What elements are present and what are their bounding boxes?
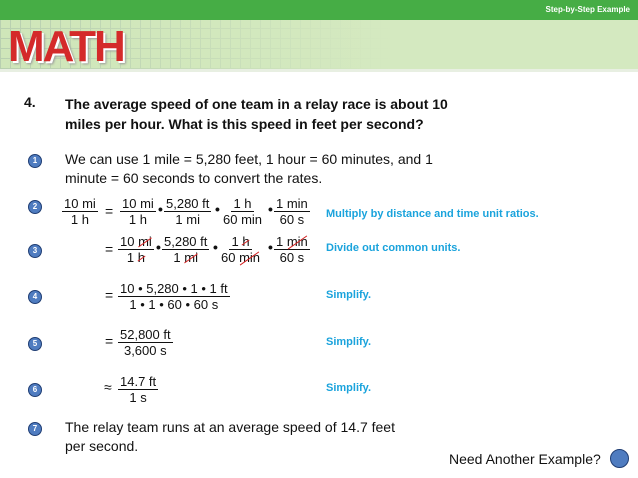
fraction: $\frac{10 • 5,280 • 1 • 1 ft}{1 • 1 • 60 • 60 s}$ [120,281,228,312]
fraction: $\frac{52,800 ft}{3,600 s}$ [120,327,171,358]
dot-operator: • [156,239,161,255]
dot-operator: • [158,201,163,217]
step-6-note: Simplify. [326,382,372,394]
step-2-badge: 2 [28,200,42,214]
approx-sign: ≈ [104,379,112,395]
step-7-text: The relay team runs at an average speed of 14.7 feet per second. [65,419,395,454]
problem-number: 4. [24,94,36,110]
step-7-badge: 7 [28,422,42,436]
step-6-badge: 6 [28,383,42,397]
fraction: $\frac{5,280 ft}{1 mi}$ [164,234,208,265]
step-5-badge: 5 [28,337,42,351]
another-example-button[interactable] [610,449,629,468]
step-1-badge: 1 [28,154,42,168]
fraction: 1 h 60 min [223,196,263,227]
step-1-text: We can use 1 mile = 5,280 feet, 1 hour = 60 minutes, and 1 minute = 60 seconds to convert the rates. [65,151,433,186]
dot-operator: • [268,239,273,255]
another-example-link[interactable]: Need Another Example? [449,451,601,467]
step-4-badge: 4 [28,290,42,304]
fraction: $\frac{10 mi}{1 h}$ [122,196,154,227]
header-title: Step-by-Step Example [545,5,630,14]
equals-sign: = [105,203,114,219]
dot-operator: • [268,201,273,217]
step-3-badge: 3 [28,244,42,258]
top-bar [0,0,638,20]
dot-operator: • [213,239,218,255]
equals-sign: = [105,287,114,303]
fraction: 1 h 60 min [221,234,261,265]
math-logo: MATH [8,22,124,71]
step-3-note: Divide out common units. [326,242,461,254]
fraction: $\frac{14.7 ft}{1 s}$ [120,374,157,405]
step-4-note: Simplify. [326,289,372,301]
step-5-note: Simplify. [326,336,372,348]
fraction: $\frac{10 mi}{1 h}$ [64,196,96,227]
equals-sign: = [105,241,114,257]
fraction: 1 min 60 s [276,234,308,265]
step-2-note: Multiply by distance and time unit ratios. [326,208,539,220]
fraction: $\frac{10 mi}{1 h}$ [120,234,152,265]
problem-text: The average speed of one team in a relay race is about 10 miles per hour. What is this speed in feet per second? [65,96,448,132]
equals-sign: = [105,333,114,349]
fraction: $\frac{5,280 ft}{1 mi}$ [166,196,210,227]
fraction: 1 min 60 s [276,196,308,227]
dot-operator: • [215,201,220,217]
